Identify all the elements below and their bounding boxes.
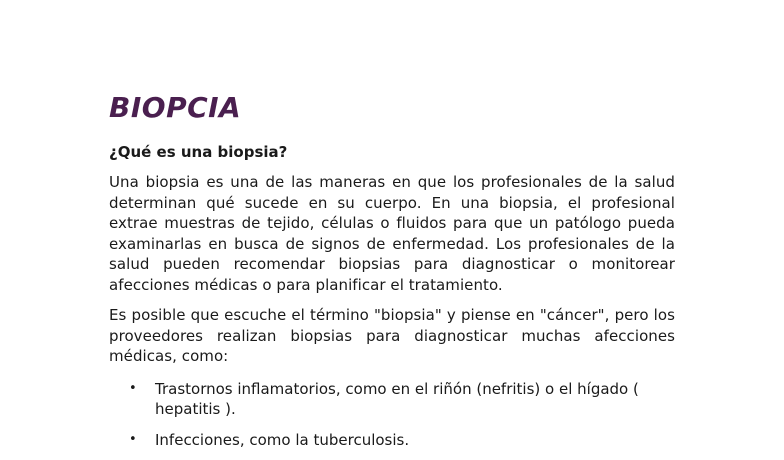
bullet-icon: • (129, 431, 137, 447)
list-item (109, 430, 675, 451)
list-item-text: Trastornos inflamatorios, como en el riñón (nefritis) o el hígado ( hepatitis ). (155, 379, 639, 418)
list-item-text: Infecciones, como la tuberculosis. (155, 430, 410, 449)
list-item (109, 379, 675, 420)
section-heading: ¿Qué es una biopsia? (109, 143, 288, 161)
body-paragraph: Es posible que escuche el término "biopsia" y piense en "cáncer", pero los proveedores realizan biopsias para diagnosticar muchas afecciones médicas, como: (109, 306, 675, 365)
document-page (109, 90, 675, 460)
body-paragraph: Una biopsia es una de las maneras en que los profesionales de la salud determinan qué sucede en su cuerpo. En una biopsia, el profesional extrae muestras de tejido, células o fluidos para que un patólogo pueda examinarlas en busca de signos de enfermedad. Los profesionales de la salud pueden recomendar biopsias para diagnosticar o monitorear afecciones médicas o para planificar el tratamiento. (109, 173, 675, 294)
page-title: BIOPCIA (109, 91, 242, 124)
bullet-icon: • (129, 380, 137, 396)
conditions-list (109, 379, 675, 451)
